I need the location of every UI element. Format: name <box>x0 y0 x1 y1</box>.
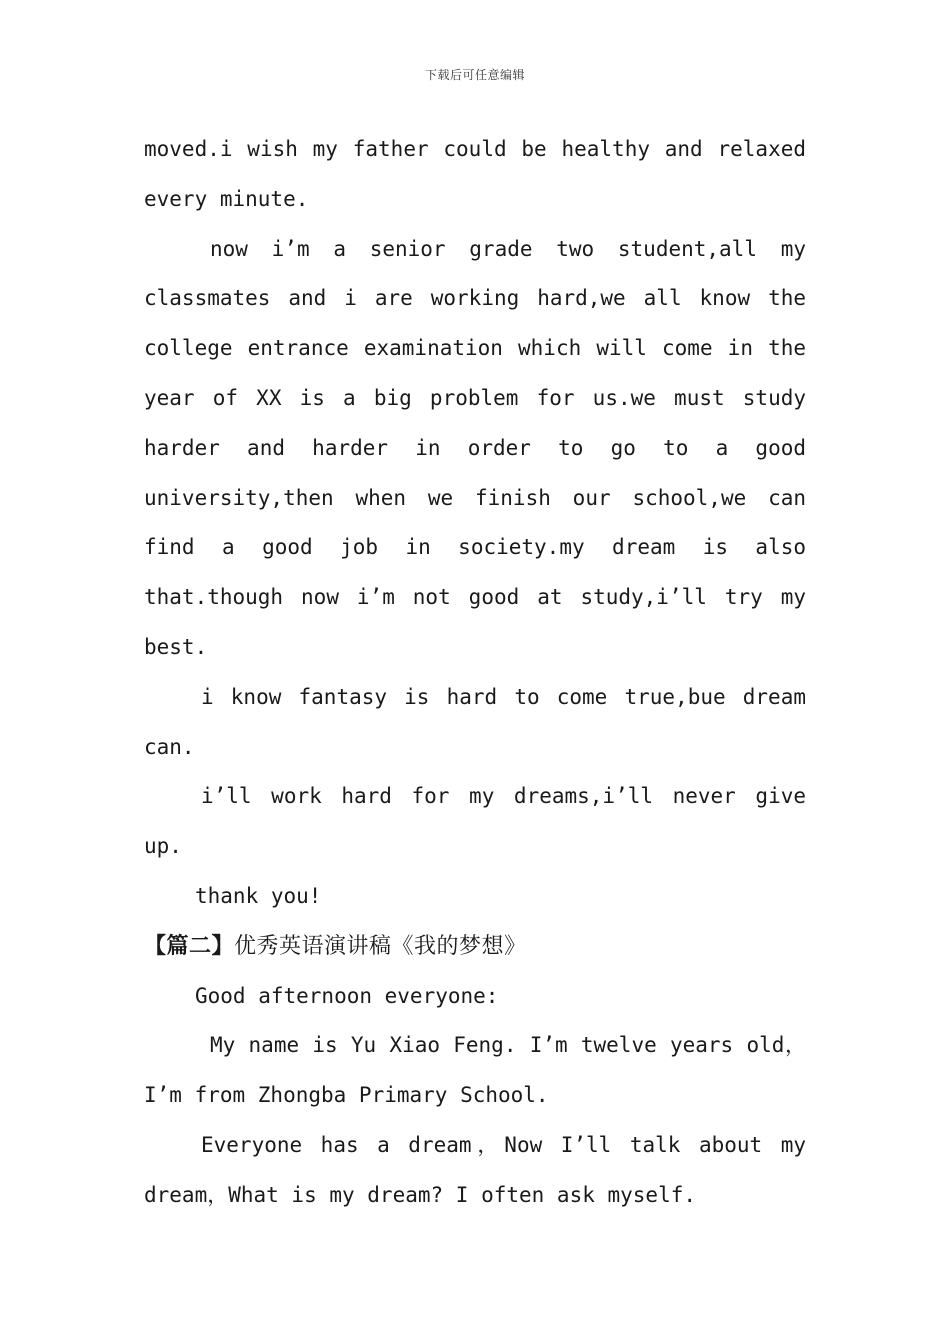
section-heading-title: 优秀英语演讲稿《我的梦想》 <box>234 933 527 959</box>
paragraph-work-hard: i’ll work hard for my dreams,i’ll never give up. <box>144 784 806 859</box>
document-body <box>144 125 806 1221</box>
paragraph-moved: moved.i wish my father could be healthy and relaxed every minute. <box>144 137 806 211</box>
paragraph-senior-student: now i’m a senior grade two student,all my classmates and i are working hard,we all know the college entrance examination which will come in the year of XX is a big problem for us.we must study harder and harder in order to go to a good university,then when we finish our school,we can find a good job in society.my dream is also that.though now i’m not good at study,i’ll try my best. <box>144 236 806 659</box>
paragraph-fantasy: i know fantasy is hard to come true,bue dream can. <box>144 684 806 759</box>
paragraph-greeting: Good afternoon everyone: <box>195 983 499 1008</box>
section-heading <box>144 922 806 972</box>
paragraph-everyone-dream: Everyone has a dream，Now I’ll talk about my dream，What is my dream? I often ask myself. <box>144 1132 806 1207</box>
section-heading-bracket: 【篇二】 <box>144 933 235 959</box>
paragraph-my-name: My name is Yu Xiao Feng. I’m twelve years old，I’m from Zhongba Primary School. <box>144 1033 806 1108</box>
paragraph-thank-you: thank you! <box>195 883 322 908</box>
page-header: 下载后可任意编辑 <box>424 68 525 82</box>
